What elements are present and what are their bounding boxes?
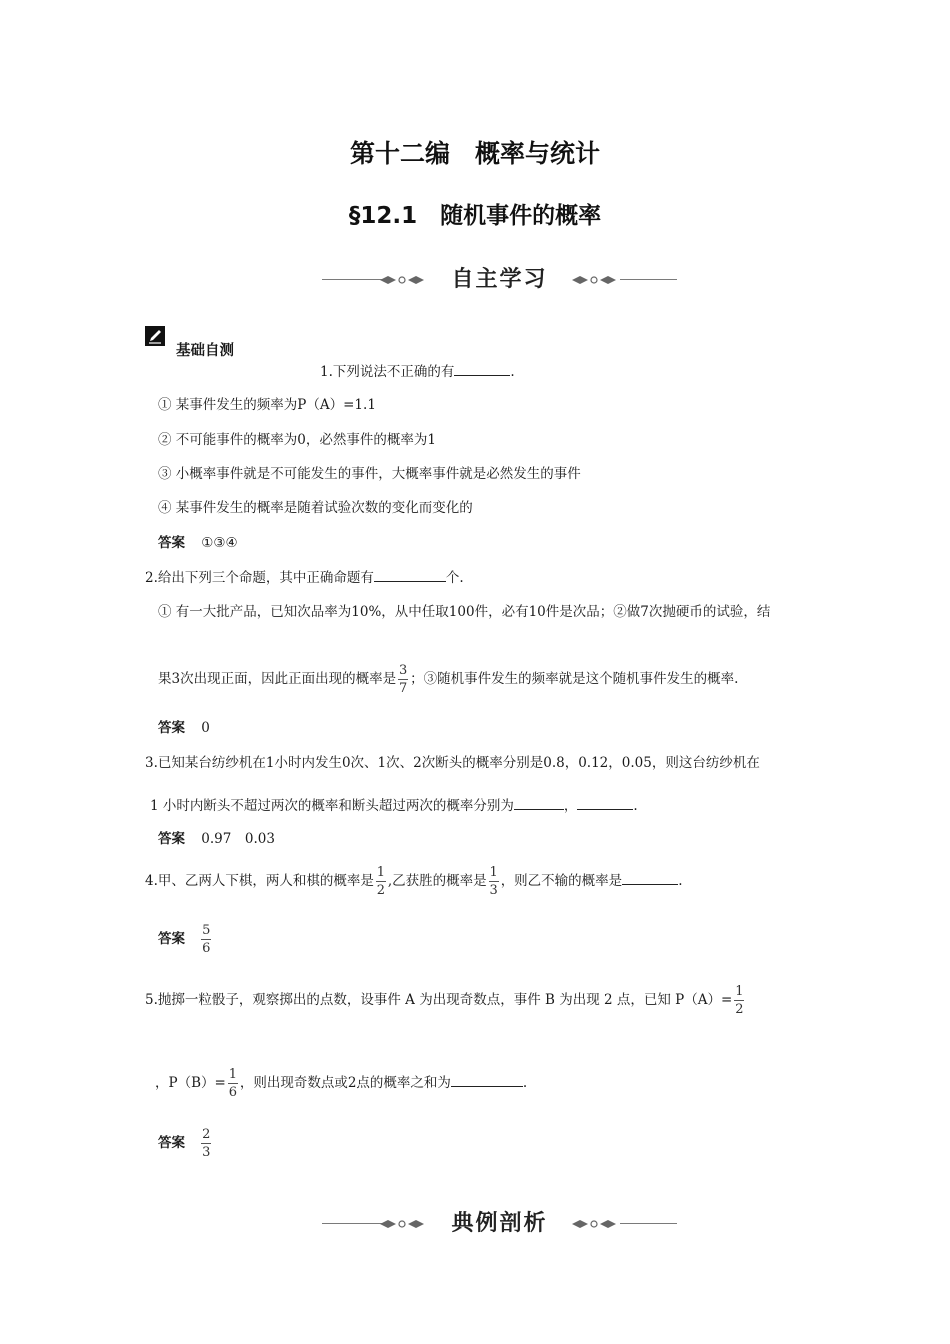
- q5-f1-num: 1: [735, 984, 744, 999]
- q5-ans-num: 2: [202, 1127, 211, 1142]
- q4-f1-den: 2: [376, 883, 386, 898]
- q4-ans-den: 6: [202, 941, 211, 956]
- q1-option-1: ① 某事件发生的频率为P（A）=1.1: [158, 397, 376, 413]
- q2-line-1: ① 有一大批产品，已知次品率为10%，从中任取100件，必有10件是次品；②做7次抛硬币的试验，结: [158, 604, 771, 620]
- q5-ans-den: 3: [202, 1145, 211, 1160]
- q2-answer-value: 0: [201, 720, 210, 736]
- q4-answer-blank: [622, 870, 678, 885]
- q3-answer-label: 答案: [158, 831, 185, 847]
- fraction-bar: [489, 881, 499, 882]
- banner-right-line: [620, 279, 677, 280]
- q2-fraction: [398, 663, 408, 696]
- q1-option-2: ② 不可能事件的概率为0，必然事件的概率为1: [158, 432, 436, 448]
- q3-line-1: 3.已知某台纺纱机在1小时内发生0次、1次、2次断头的概率分别是0.8，0.12，0.05，则这台纺纱机在: [145, 755, 760, 771]
- section-banner-self-study: [322, 265, 677, 295]
- q4-f2-den: 3: [489, 883, 498, 898]
- q2-stem-end: 个.: [445, 570, 464, 586]
- question-5-line-2: [155, 1067, 527, 1100]
- question-2-stem: [145, 567, 464, 588]
- q1-answer-blank: [454, 361, 510, 376]
- q5-answer-row: [158, 1127, 213, 1160]
- q5-answer-fraction: [201, 1127, 211, 1160]
- question-4-stem: [145, 865, 682, 898]
- q5-fraction-2: [228, 1067, 238, 1100]
- q1-stem-end: .: [510, 364, 515, 380]
- q4-f2-num: 1: [489, 865, 498, 880]
- fraction-bar: [228, 1083, 238, 1084]
- fraction-bar: [201, 939, 211, 940]
- ornament-right-icon: [572, 273, 620, 287]
- q4-answer-label: 答案: [158, 931, 185, 947]
- q2-answer-blank: [374, 567, 446, 582]
- pencil-note-icon: [145, 326, 165, 346]
- section-title: §12.1 随机事件的概率: [348, 203, 602, 229]
- banner-label: 典例剖析: [451, 1211, 548, 1236]
- banner-label: 自主学习: [451, 267, 548, 292]
- q2-frac-num: 3: [398, 663, 408, 678]
- q4-f1-num: 1: [376, 865, 386, 880]
- q4-text-a: 4.甲、乙两人下棋，两人和棋的概率是: [145, 873, 374, 889]
- q1-option-3: ③ 小概率事件就是不可能发生的事件，大概率事件就是必然发生的事件: [158, 466, 581, 482]
- q5-answer-label: 答案: [158, 1135, 185, 1151]
- q5-line-2-text-a: ，P（B）=: [155, 1075, 226, 1091]
- q3-blank-2: [577, 795, 633, 810]
- q3-answer-value: 0.97 0.03: [201, 831, 275, 847]
- q1-answer-value: ①③④: [201, 535, 238, 551]
- q2-answer-label: 答案: [158, 720, 185, 736]
- q3-line-2-end: .: [633, 798, 638, 814]
- q4-fraction-2: [489, 865, 499, 898]
- subsection-label: 基础自测: [176, 343, 234, 359]
- question-1-stem: [320, 361, 515, 382]
- q5-f2-num: 1: [228, 1067, 237, 1082]
- q5-fraction-1: [734, 984, 744, 1017]
- q1-answer-row: [158, 533, 238, 553]
- q5-f1-den: 2: [735, 1002, 744, 1017]
- q5-answer-blank: [451, 1072, 523, 1087]
- q4-answer-fraction: [201, 923, 211, 956]
- q1-option-4: ④ 某事件发生的概率是随着试验次数的变化而变化的: [158, 500, 473, 516]
- q5-f2-den: 6: [228, 1085, 237, 1100]
- fraction-bar: [734, 1000, 744, 1001]
- q4-text-d: .: [678, 873, 683, 889]
- q3-separator: ，: [563, 798, 578, 814]
- fraction-bar: [201, 1143, 211, 1144]
- q3-answer-row: [158, 829, 275, 849]
- q5-line-1-text: 5.抛掷一粒骰子，观察掷出的点数，设事件 A 为出现奇数点，事件 B 为出现 2 点，已知 P（A）=: [145, 992, 733, 1008]
- fraction-bar: [376, 881, 386, 882]
- q2-line-2-text-b: ；③随机事件发生的频率就是这个随机事件发生的概率.: [410, 671, 739, 687]
- q3-line-2-text: 1 小时内断头不超过两次的概率和断头超过两次的概率分别为: [150, 798, 514, 814]
- q2-answer-row: [158, 718, 210, 738]
- q2-line-2-text-a: 果3次出现正面，因此正面出现的概率是: [158, 671, 397, 687]
- q3-blank-1: [514, 795, 564, 810]
- banner-right-line: [620, 1223, 677, 1224]
- q1-stem-text: 1.下列说法不正确的有: [320, 364, 455, 380]
- q4-answer-row: [158, 923, 213, 956]
- q2-frac-den: 7: [398, 681, 408, 696]
- section-banner-examples: [322, 1209, 677, 1239]
- part-title: 第十二编 概率与统计: [349, 139, 600, 168]
- q5-line-2-end: .: [522, 1075, 528, 1091]
- q4-text-c: ，则乙不输的概率是: [500, 873, 623, 889]
- q4-text-b: ,乙获胜的概率是: [387, 873, 487, 889]
- ornament-right-icon: [572, 1217, 620, 1231]
- q4-ans-num: 5: [202, 923, 211, 938]
- q2-line-2: [158, 663, 738, 696]
- q1-answer-label: 答案: [158, 535, 185, 551]
- q3-line-2: [150, 795, 638, 816]
- fraction-bar: [398, 679, 408, 680]
- q4-fraction-1: [376, 865, 386, 898]
- q2-stem-text: 2.给出下列三个命题，其中正确命题有: [145, 570, 374, 586]
- q5-line-2-text-b: ，则出现奇数点或2点的概率之和为: [239, 1075, 451, 1091]
- question-5-line-1: [145, 984, 746, 1017]
